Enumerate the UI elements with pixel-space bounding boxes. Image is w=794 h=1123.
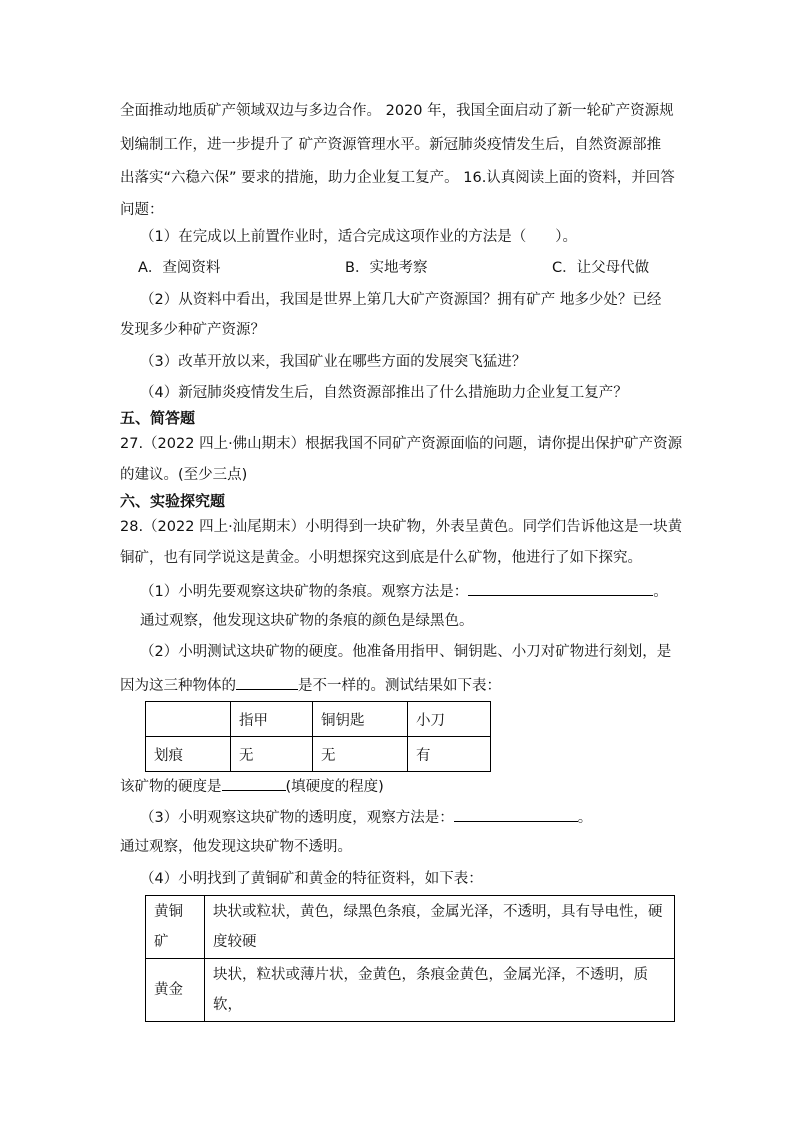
table-row-label: 划痕 <box>146 737 231 772</box>
table-header-cell: 指甲 <box>231 702 313 737</box>
table-header-cell: 小刀 <box>408 702 491 737</box>
mineral-name-cell: 黄金 <box>146 959 205 1022</box>
step-2-prefix: 因为这三种物体的 <box>120 678 236 694</box>
section-5-heading: 五、简答题 <box>120 409 196 427</box>
question-27-line-2: 的建议。(至少三点) <box>120 467 248 483</box>
table-cell: 无 <box>231 737 313 772</box>
mineral-description-cell <box>205 896 675 959</box>
paragraph-line-2: 划编制工作，进一步提升了 矿产资源管理水平。新冠肺炎疫情发生后，自然资源部推 <box>120 137 662 153</box>
table-cell: 有 <box>408 737 491 772</box>
step-1-prefix: （1）小明先要观察这块矿物的条痕。观察方法是： <box>140 584 469 600</box>
step-1-result: 通过观察，他发现这块矿物的条痕的颜色是绿黑色。 <box>140 613 474 629</box>
mineral-name-cell: 黄铜矿 <box>146 896 205 959</box>
answer-blank-streak-method[interactable] <box>468 580 653 596</box>
question-4: （4）新冠肺炎疫情发生后，自然资源部推出了什么措施助力企业复工复产？ <box>140 385 628 401</box>
question-3: （3）改革开放以来，我国矿业在哪些方面的发展突飞猛进？ <box>140 354 527 370</box>
table-header-cell <box>146 702 231 737</box>
table-row <box>146 959 675 1022</box>
option-b: B．实地考察 <box>345 260 428 276</box>
feature-table <box>145 895 675 1022</box>
table-row <box>146 737 491 772</box>
step-3-result: 通过观察，他发现这块矿物不透明。 <box>120 839 352 855</box>
answer-blank-transparency-method[interactable] <box>454 806 578 822</box>
step-3-prefix: （3）小明观察这块矿物的透明度，观察方法是： <box>140 810 454 826</box>
paragraph-line-4: 问题： <box>120 202 164 218</box>
mineral-description-cell: 块状，粒状或薄片状，金黄色，条痕金黄色，金属光泽，不透明，质软， <box>205 959 675 1022</box>
option-c: C．让父母代做 <box>552 260 650 276</box>
hardness-table <box>145 701 491 772</box>
table-row <box>146 896 675 959</box>
step-1 <box>140 580 668 602</box>
question-28-line-2: 铜矿，也有同学说这是黄金。小明想探究这到底是什么矿物，他进行了如下探究。 <box>120 550 642 566</box>
answer-blank-property[interactable] <box>236 674 298 690</box>
step-2-conclusion-suffix: (填硬度的程度) <box>285 779 384 795</box>
description-line: 块状或粒状，黄色，绿黑色条痕，金属光泽，不透明，具有导电性，硬 <box>213 904 663 920</box>
paragraph-line-1: 全面推动地质矿产领域双边与多边合作。 2020 年，我国全面启动了新一轮矿产资源规 <box>120 103 674 119</box>
step-3-suffix: 。 <box>577 810 593 826</box>
table-row <box>146 702 491 737</box>
step-2-line-1: （2）小明测试这块矿物的硬度。他准备用指甲、铜钥匙、小刀对矿物进行刻划，是 <box>140 644 672 660</box>
question-1-stem: （1）在完成以上前置作业时，适合完成这项作业的方法是（ ）。 <box>140 229 577 245</box>
option-a: A．查阅资料 <box>138 260 221 276</box>
step-2-line-2 <box>120 674 501 696</box>
question-2-line-1: （2）从资料中看出，我国是世界上第几大矿产资源国？拥有矿产 地多少处？已经 <box>140 292 662 308</box>
question-2-line-2: 发现多少种矿产资源？ <box>120 322 265 338</box>
section-6-heading: 六、实验探究题 <box>120 492 226 510</box>
step-3 <box>140 806 592 828</box>
step-2-suffix: 是不一样的。测试结果如下表： <box>298 678 501 694</box>
question-27-line-1: 27.（2022 四上·佛山期末）根据我国不同矿产资源面临的问题，请你提出保护矿产资源 <box>120 436 683 452</box>
question-28-line-1: 28.（2022 四上·汕尾期末）小明得到一块矿物，外表呈黄色。同学们告诉他这是一块黄 <box>120 519 683 535</box>
table-header-cell: 铜钥匙 <box>313 702 408 737</box>
step-2-conclusion <box>120 775 384 797</box>
answer-blank-hardness[interactable] <box>222 775 286 791</box>
step-1-suffix: 。 <box>653 584 668 600</box>
description-line: 度较硬 <box>213 934 257 950</box>
table-cell: 无 <box>313 737 408 772</box>
step-2-conclusion-prefix: 该矿物的硬度是 <box>120 779 222 795</box>
paragraph-line-3: 出落实“六稳六保” 要求的措施，助力企业复工复产。 16.认真阅读上面的资料，并回答 <box>120 170 675 186</box>
step-4: （4）小明找到了黄铜矿和黄金的特征资料，如下表： <box>140 871 483 887</box>
